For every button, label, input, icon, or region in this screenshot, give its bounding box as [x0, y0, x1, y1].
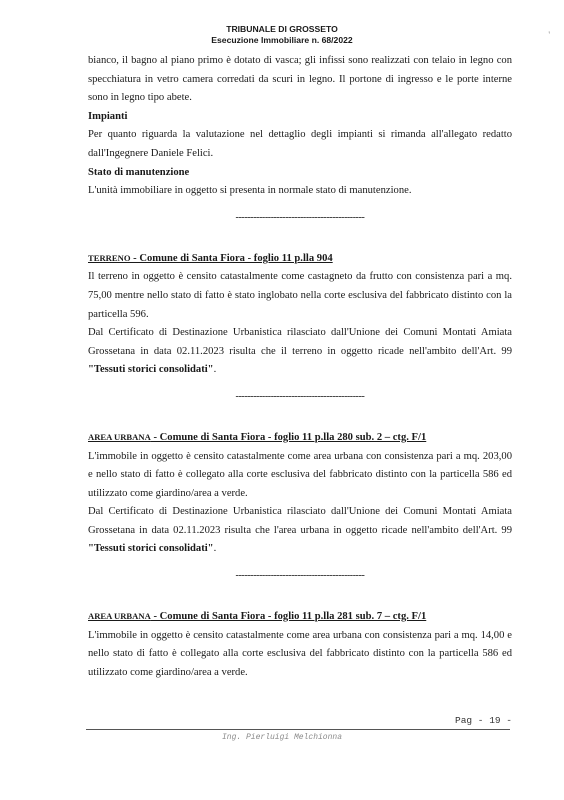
section-paragraph-cdu	[88, 324, 512, 380]
cdu-text: Dal Certificato di Destinazione Urbanistica rilasciato dall'Unione dei Comuni Montati Amiata Grossetana in data 02.11.2023 risulta che l'area urbana in oggetto ricade nell'ambito dell'Art. 99	[88, 506, 512, 536]
case-number: Esecuzione Immobiliare n. 68/2022	[211, 35, 353, 45]
separator: --------------------------------------------	[235, 211, 365, 223]
court-name: TRIBUNALE DI GROSSETO	[226, 24, 338, 34]
section-heading-area-urbana-2	[88, 607, 512, 627]
section-title: - Comune di Santa Fiora - foglio 11 p.lla 280 sub. 2 – ctg. F/1	[150, 431, 427, 443]
corner-mark: '	[548, 30, 550, 40]
intro-paragraph: bianco, il bagno al piano primo è dotato di vasca; gli infissi sono realizzati con telaio in legno con specchiatura in vetro camera corredati da scuri in legno. Il portone di ingresso e le porte interne sono in legno tipo abete.	[88, 55, 512, 104]
section-tag: TERRENO	[88, 252, 131, 263]
page-number: Pag - 19 -	[455, 715, 513, 726]
section-tag: AREA URBANA	[88, 431, 151, 442]
section-paragraph: Il terreno in oggetto è censito catastalmente come castagneto da frutto con consistenza pari a mq. 75,00 mentre nello stato di fatto è stato inglobato nella corte esclusiva del fabbricato distinto con la particella 596.	[88, 271, 512, 320]
section-heading-terreno	[88, 249, 512, 269]
separator: --------------------------------------------	[235, 390, 365, 402]
section-paragraph: L'immobile in oggetto è censito catastalmente come area urbana con consistenza pari a mq. 14,00 e nello stato di fatto è collegato alla corte esclusiva del fabbricato distinto con la particella 586 ed utilizzato come giardino/area a verde.	[88, 629, 512, 678]
document-body	[88, 52, 512, 682]
cdu-end: .	[213, 543, 217, 555]
impianti-text: Per quanto riguarda la valutazione nel dettaglio degli impianti si rimanda all'allegato redatto dall'Ingegnere Daniele Felici.	[88, 129, 512, 159]
section-title: - Comune di Santa Fiora - foglio 11 p.lla 904	[130, 252, 333, 264]
footer-author: Ing. Pierluigi Melchionna	[221, 733, 343, 742]
section-tag: AREA URBANA	[88, 611, 151, 622]
section-paragraph: L'immobile in oggetto è censito catastalmente come area urbana con consistenza pari a mq. 203,00 e nello stato di fatto è collegato alla corte esclusiva del fabbricato distinto con la particella 586 ed utilizzato come giardino/area a verde.	[88, 450, 512, 499]
footer-rule	[86, 729, 510, 730]
cdu-end: .	[213, 364, 217, 376]
manutenzione-heading: Stato di manutenzione	[88, 166, 190, 178]
manutenzione-text: L'unità immobiliare in oggetto si presenta in normale stato di manutenzione.	[88, 185, 412, 197]
section-title: - Comune di Santa Fiora - foglio 11 p.lla 281 sub. 7 – ctg. F/1	[150, 611, 427, 623]
cdu-text: Dal Certificato di Destinazione Urbanistica rilasciato dall'Unione dei Comuni Montati Amiata Grossetana in data 02.11.2023 risulta che il terreno in oggetto ricade nell'ambito dell'Art. 99	[88, 327, 512, 357]
page-header	[0, 24, 564, 46]
cdu-bold: "Tessuti storici consolidati"	[88, 364, 214, 376]
section-heading-area-urbana-1	[88, 428, 512, 448]
cdu-bold: "Tessuti storici consolidati"	[88, 543, 214, 555]
section-paragraph-cdu	[88, 503, 512, 559]
impianti-heading: Impianti	[88, 110, 128, 122]
separator: --------------------------------------------	[235, 570, 365, 582]
